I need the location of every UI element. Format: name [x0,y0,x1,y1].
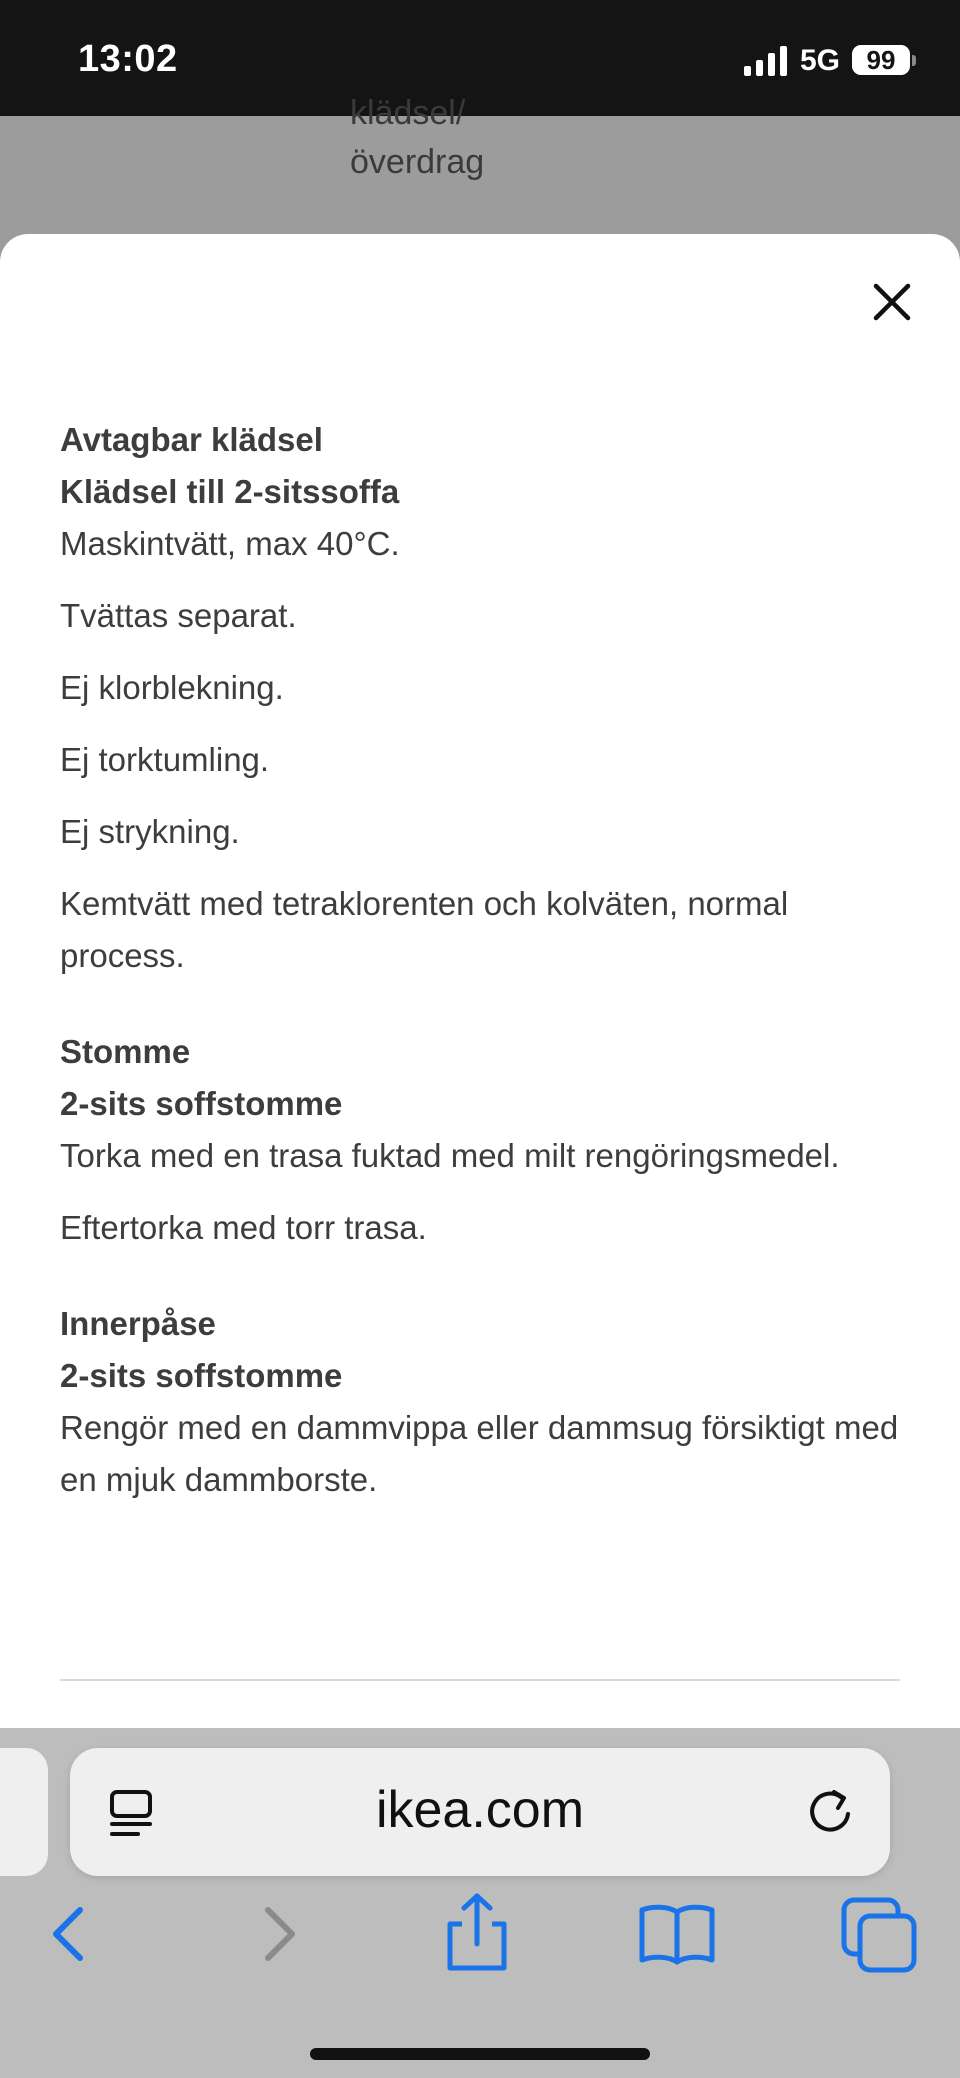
reload-icon[interactable] [802,1784,858,1840]
background-text-line: överdrag [350,143,485,181]
section-title: Stomme [60,1033,191,1070]
forward-icon[interactable] [234,1888,324,1978]
status-bar [0,0,960,116]
address-bar[interactable] [70,1748,890,1876]
care-content [60,414,910,1550]
tabs-icon[interactable] [834,1888,924,1978]
care-instructions-sheet [0,234,960,1728]
section-title: Avtagbar klädsel [60,421,323,458]
battery-icon: 99 [852,45,910,75]
section-subtitle: 2-sits soffstomme [60,1085,343,1122]
url-text: ikea.com [375,1781,585,1839]
care-section [60,414,910,982]
bookmarks-icon[interactable] [632,1888,722,1978]
section-title: Innerpåse [60,1305,216,1342]
care-instruction: Maskintvätt, max 40°C. [60,525,400,562]
divider [60,1679,900,1681]
home-indicator [310,2048,650,2060]
care-instruction: Ej torktumling. [60,741,270,778]
signal-icon [744,46,788,76]
care-instruction: Kemtvätt med tetraklorenten och kolväten, normal process. [60,885,789,974]
care-section [60,1298,910,1506]
care-section [60,1026,910,1254]
status-time: 13:02 [78,38,178,80]
care-instruction: Rengör med en dammvippa eller dammsug försiktigt med en mjuk dammborste. [60,1409,899,1498]
background-page [0,94,960,234]
share-icon[interactable] [432,1888,522,1978]
back-icon[interactable] [24,1888,114,1978]
browser-toolbar [0,1728,960,2078]
care-instruction: Ej klorblekning. [60,669,284,706]
care-instruction: Eftertorka med torr trasa. [60,1209,427,1246]
battery-cap [912,55,916,66]
close-icon[interactable] [866,276,918,328]
care-instruction: Ej strykning. [60,813,240,850]
care-instruction: Torka med en trasa fuktad med milt rengöringsmedel. [60,1137,840,1174]
background-text-line: klädsel/ [350,94,466,132]
section-subtitle: Klädsel till 2-sitssoffa [60,473,400,510]
previous-tab-preview[interactable] [0,1748,48,1876]
network-type: 5G [800,44,841,77]
care-instruction: Tvättas separat. [60,597,297,634]
section-subtitle: 2-sits soffstomme [60,1357,343,1394]
